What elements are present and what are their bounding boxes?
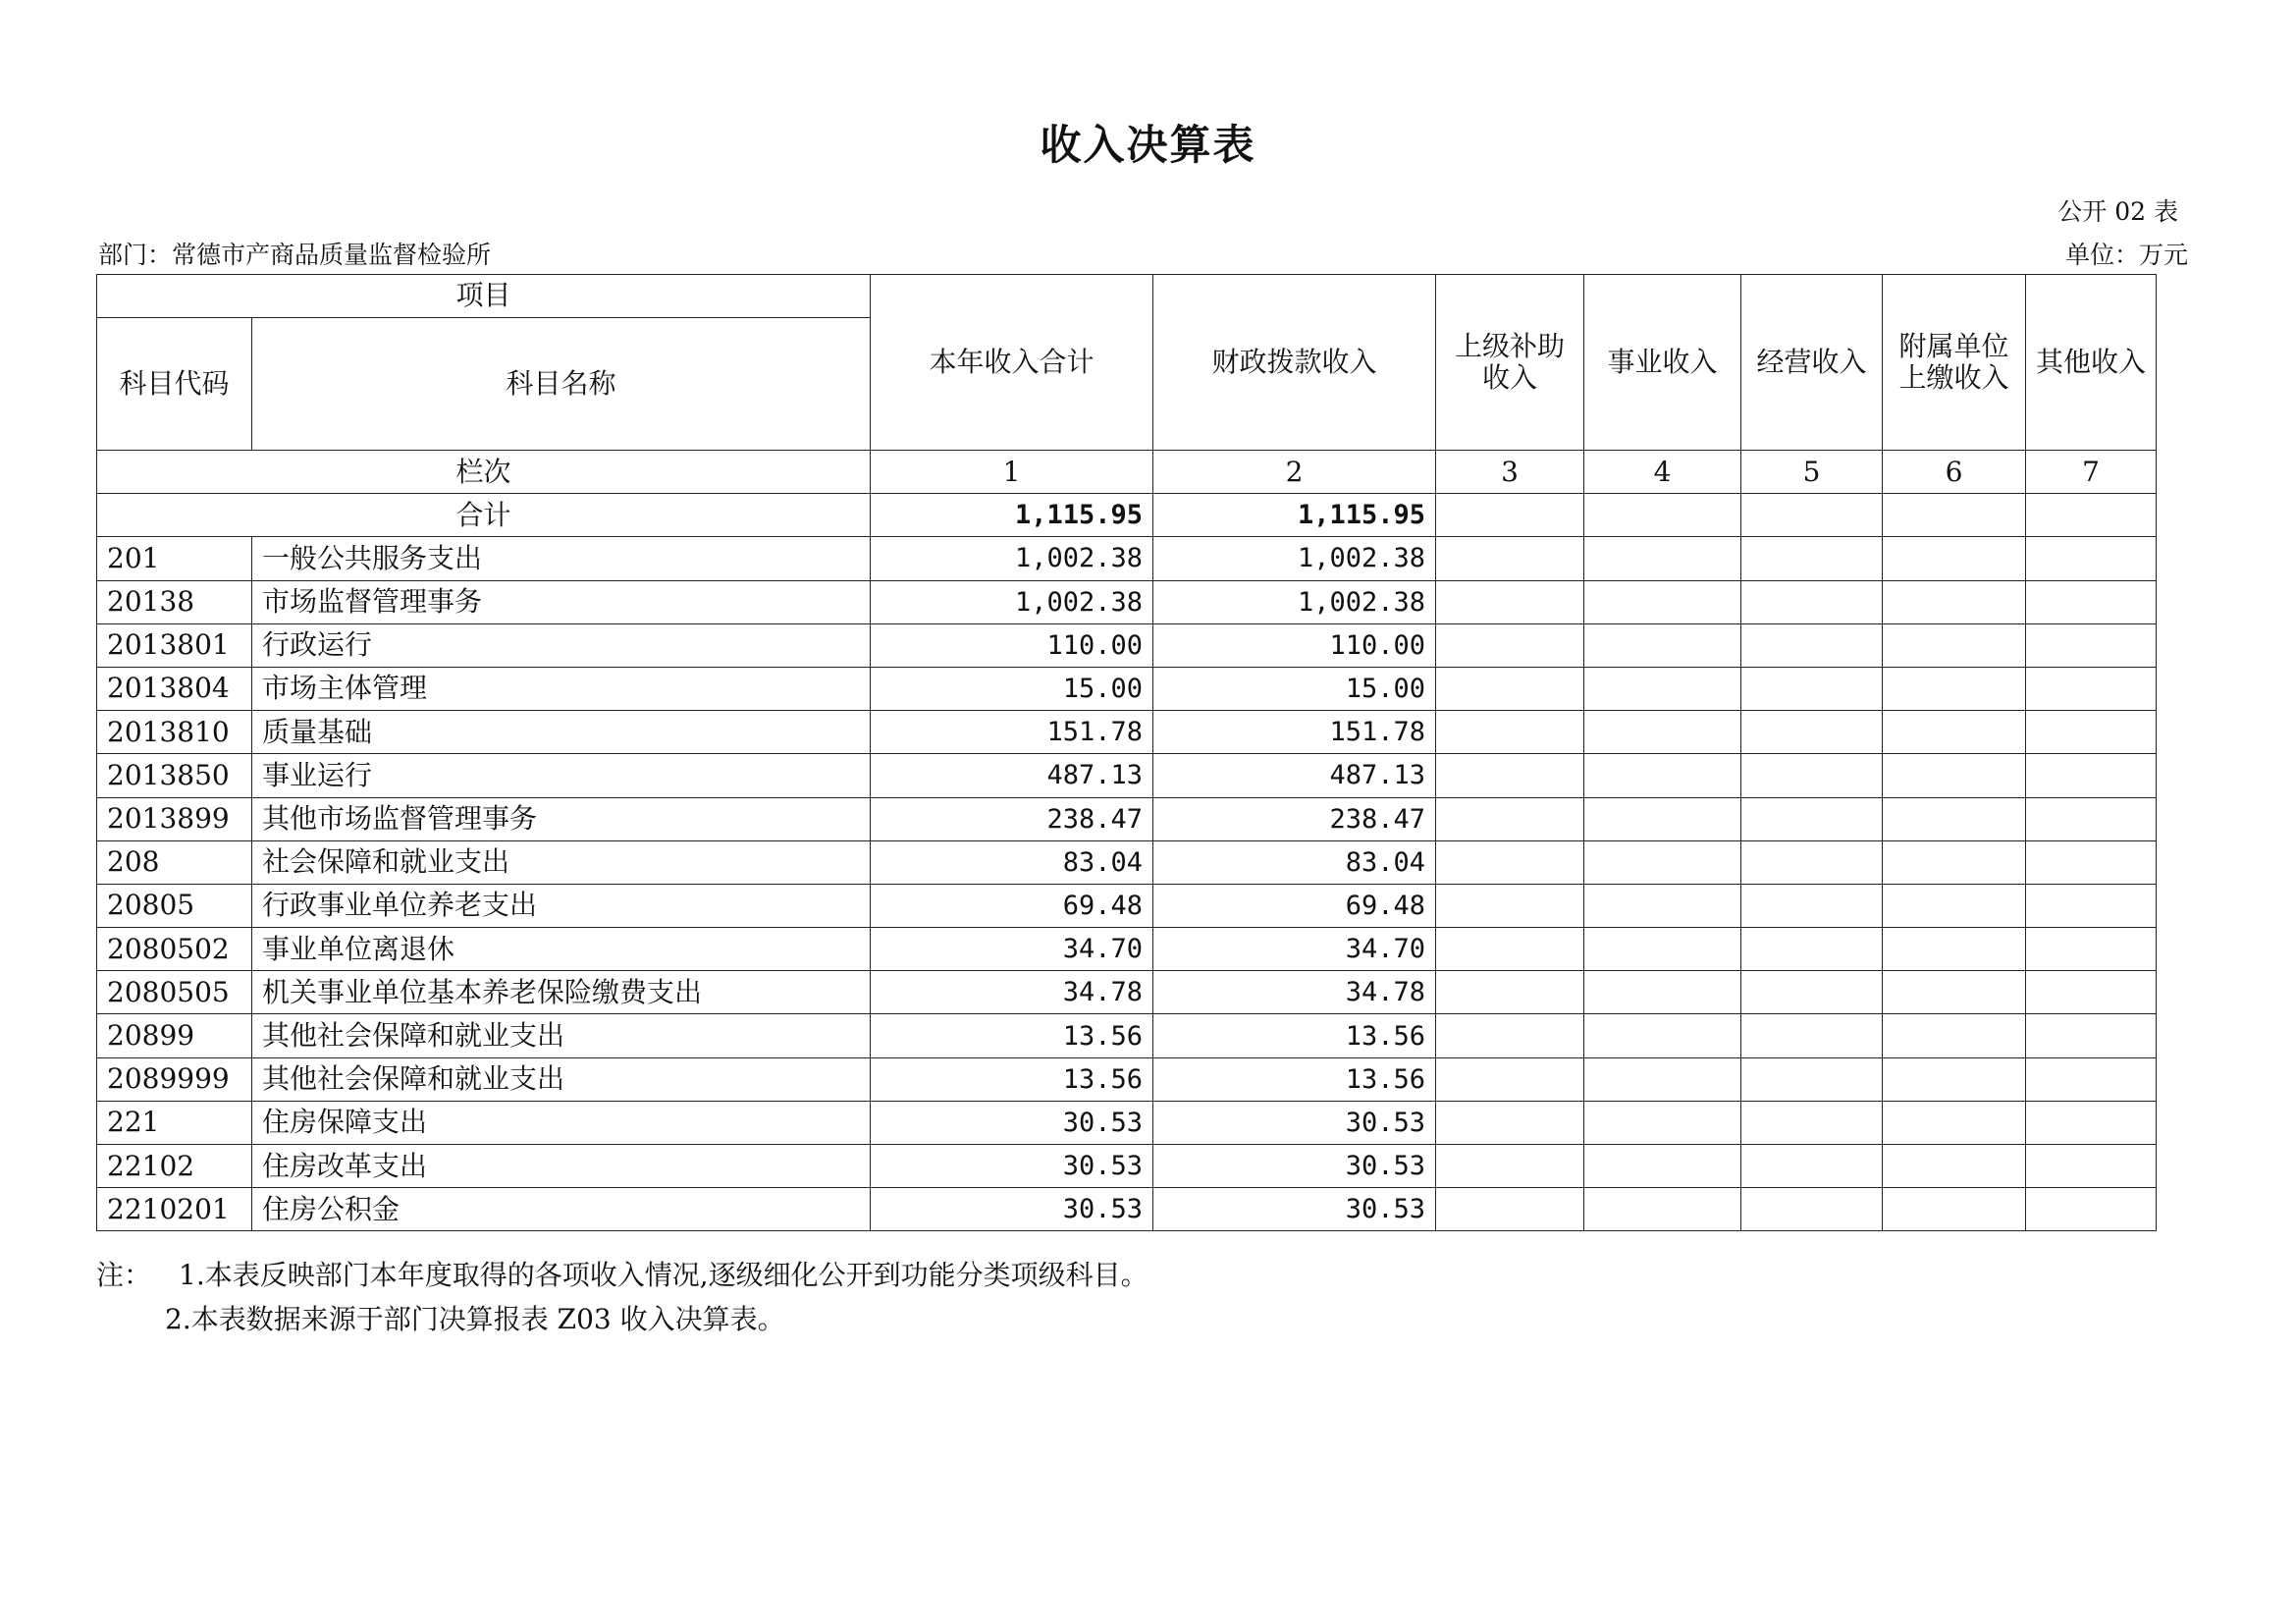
row-col-1: 1,002.38 [871, 580, 1153, 623]
row-col-6 [1883, 1057, 2026, 1101]
table-row [97, 840, 2157, 884]
row-col-1: 13.56 [871, 1014, 1153, 1057]
note-prefix: 注： [96, 1259, 152, 1291]
row-col-7 [2026, 884, 2157, 927]
row-col-5 [1741, 754, 1883, 797]
row-col-7 [2026, 667, 2157, 710]
row-name: 住房公积金 [252, 1188, 871, 1231]
row-col-5 [1741, 840, 1883, 884]
row-code: 20805 [97, 884, 252, 927]
row-name: 事业运行 [252, 754, 871, 797]
row-code: 201 [97, 537, 252, 580]
row-col-2: 34.70 [1153, 928, 1436, 971]
table-row [97, 711, 2157, 754]
table-row [97, 1057, 2157, 1101]
header-item-group: 项目 [97, 275, 871, 318]
row-col-4 [1584, 884, 1741, 927]
note-line-2 [96, 1297, 1148, 1341]
row-col-4 [1584, 797, 1741, 840]
header-col-3: 上级补助收入 [1436, 275, 1584, 451]
row-col-3 [1436, 971, 1584, 1014]
row-col-3 [1436, 667, 1584, 710]
row-col-2: 34.78 [1153, 971, 1436, 1014]
row-col-2: 30.53 [1153, 1145, 1436, 1188]
line-number-1: 1 [871, 451, 1153, 494]
department-label: 部门：常德市产商品质量监督检验所 [98, 241, 492, 269]
row-col-2: 15.00 [1153, 667, 1436, 710]
row-col-6 [1883, 797, 2026, 840]
row-col-5 [1741, 580, 1883, 623]
line-label: 栏次 [97, 451, 871, 494]
row-col-1: 1,002.38 [871, 537, 1153, 580]
row-code: 2089999 [97, 1057, 252, 1101]
row-col-7 [2026, 971, 2157, 1014]
row-col-6 [1883, 537, 2026, 580]
row-code: 20899 [97, 1014, 252, 1057]
row-code: 2080502 [97, 928, 252, 971]
row-col-1: 151.78 [871, 711, 1153, 754]
row-code: 2080505 [97, 971, 252, 1014]
total-col-2: 1,115.95 [1153, 494, 1436, 537]
row-col-2: 1,002.38 [1153, 580, 1436, 623]
table-row [97, 971, 2157, 1014]
row-col-3 [1436, 754, 1584, 797]
row-code: 2013801 [97, 623, 252, 667]
note-text-2: 2.本表数据来源于部门决算报表 Z03 收入决算表。 [165, 1303, 785, 1335]
row-code: 20138 [97, 580, 252, 623]
row-col-1: 30.53 [871, 1101, 1153, 1144]
line-number-3: 3 [1436, 451, 1584, 494]
row-col-7 [2026, 754, 2157, 797]
row-col-4 [1584, 1101, 1741, 1144]
row-col-2: 238.47 [1153, 797, 1436, 840]
row-col-7 [2026, 1188, 2157, 1231]
unit-label: 单位：万元 [2064, 241, 2188, 269]
total-col-6 [1883, 494, 2026, 537]
row-code: 2013804 [97, 667, 252, 710]
row-col-5 [1741, 1188, 1883, 1231]
row-col-1: 69.48 [871, 884, 1153, 927]
row-col-2: 151.78 [1153, 711, 1436, 754]
row-col-7 [2026, 711, 2157, 754]
row-name: 一般公共服务支出 [252, 537, 871, 580]
row-col-1: 30.53 [871, 1188, 1153, 1231]
row-col-2: 487.13 [1153, 754, 1436, 797]
row-code: 2013850 [97, 754, 252, 797]
page-title: 收入决算表 [1040, 121, 1256, 169]
form-number: 公开 02 表 [2057, 197, 2178, 226]
row-col-3 [1436, 1145, 1584, 1188]
total-label: 合计 [97, 494, 871, 537]
row-col-4 [1584, 1145, 1741, 1188]
notes [96, 1253, 1148, 1341]
row-col-4 [1584, 1188, 1741, 1231]
row-name: 行政运行 [252, 623, 871, 667]
row-name: 其他社会保障和就业支出 [252, 1057, 871, 1101]
header-col-6: 附属单位上缴收入 [1883, 275, 2026, 451]
row-col-4 [1584, 537, 1741, 580]
row-col-4 [1584, 1014, 1741, 1057]
table-row [97, 928, 2157, 971]
row-col-2: 30.53 [1153, 1188, 1436, 1231]
row-col-1: 110.00 [871, 623, 1153, 667]
row-col-1: 15.00 [871, 667, 1153, 710]
row-col-6 [1883, 840, 2026, 884]
row-col-6 [1883, 754, 2026, 797]
row-col-5 [1741, 1057, 1883, 1101]
note-text-1: 1.本表反映部门本年度取得的各项收入情况,逐级细化公开到功能分类项级科目。 [179, 1259, 1148, 1291]
row-col-6 [1883, 884, 2026, 927]
line-number-row [97, 451, 2157, 494]
line-number-4: 4 [1584, 451, 1741, 494]
row-col-7 [2026, 1145, 2157, 1188]
row-col-7 [2026, 623, 2157, 667]
table-row [97, 667, 2157, 710]
note-line-1 [96, 1253, 1148, 1297]
row-col-7 [2026, 537, 2157, 580]
row-name: 市场监督管理事务 [252, 580, 871, 623]
total-col-5 [1741, 494, 1883, 537]
row-col-3 [1436, 884, 1584, 927]
row-col-2: 13.56 [1153, 1057, 1436, 1101]
row-col-6 [1883, 580, 2026, 623]
table-row [97, 884, 2157, 927]
row-col-3 [1436, 580, 1584, 623]
row-col-3 [1436, 797, 1584, 840]
row-col-6 [1883, 1014, 2026, 1057]
table-row [97, 580, 2157, 623]
header-col-2: 财政拨款收入 [1153, 275, 1436, 451]
row-col-1: 83.04 [871, 840, 1153, 884]
header-col-1: 本年收入合计 [871, 275, 1153, 451]
row-name: 行政事业单位养老支出 [252, 884, 871, 927]
table-row [97, 797, 2157, 840]
header-code: 科目代码 [97, 318, 252, 451]
row-col-3 [1436, 1188, 1584, 1231]
row-col-4 [1584, 711, 1741, 754]
row-col-6 [1883, 1188, 2026, 1231]
header-row-top [97, 275, 2157, 318]
row-col-2: 110.00 [1153, 623, 1436, 667]
row-name: 住房保障支出 [252, 1101, 871, 1144]
row-col-3 [1436, 840, 1584, 884]
row-col-3 [1436, 1101, 1584, 1144]
row-col-3 [1436, 711, 1584, 754]
row-col-7 [2026, 928, 2157, 971]
line-number-6: 6 [1883, 451, 2026, 494]
table-row [97, 1145, 2157, 1188]
row-col-1: 238.47 [871, 797, 1153, 840]
total-col-3 [1436, 494, 1584, 537]
header-col-4: 事业收入 [1584, 275, 1741, 451]
row-code: 2210201 [97, 1188, 252, 1231]
row-col-6 [1883, 1145, 2026, 1188]
row-name: 其他市场监督管理事务 [252, 797, 871, 840]
row-col-1: 34.78 [871, 971, 1153, 1014]
total-col-1: 1,115.95 [871, 494, 1153, 537]
row-code: 208 [97, 840, 252, 884]
table-row [97, 1188, 2157, 1231]
row-col-1: 13.56 [871, 1057, 1153, 1101]
row-col-6 [1883, 1101, 2026, 1144]
table-row [97, 623, 2157, 667]
total-col-7 [2026, 494, 2157, 537]
row-col-5 [1741, 884, 1883, 927]
row-code: 2013810 [97, 711, 252, 754]
header-col-7: 其他收入 [2026, 275, 2157, 451]
row-col-3 [1436, 623, 1584, 667]
row-col-6 [1883, 928, 2026, 971]
row-col-7 [2026, 797, 2157, 840]
row-col-7 [2026, 840, 2157, 884]
row-col-1: 34.70 [871, 928, 1153, 971]
row-col-2: 69.48 [1153, 884, 1436, 927]
row-col-5 [1741, 1014, 1883, 1057]
row-col-5 [1741, 1101, 1883, 1144]
row-col-6 [1883, 711, 2026, 754]
row-col-7 [2026, 580, 2157, 623]
row-name: 住房改革支出 [252, 1145, 871, 1188]
total-col-4 [1584, 494, 1741, 537]
row-code: 22102 [97, 1145, 252, 1188]
row-col-5 [1741, 667, 1883, 710]
header-name: 科目名称 [252, 318, 871, 451]
row-name: 市场主体管理 [252, 667, 871, 710]
row-code: 221 [97, 1101, 252, 1144]
row-col-7 [2026, 1101, 2157, 1144]
row-col-4 [1584, 580, 1741, 623]
table-row [97, 754, 2157, 797]
row-col-2: 13.56 [1153, 1014, 1436, 1057]
row-col-1: 30.53 [871, 1145, 1153, 1188]
row-col-4 [1584, 667, 1741, 710]
row-col-5 [1741, 1145, 1883, 1188]
row-col-3 [1436, 928, 1584, 971]
row-col-7 [2026, 1014, 2157, 1057]
row-col-1: 487.13 [871, 754, 1153, 797]
income-table [96, 274, 2157, 1231]
row-col-3 [1436, 1057, 1584, 1101]
table-row [97, 1014, 2157, 1057]
row-name: 机关事业单位基本养老保险缴费支出 [252, 971, 871, 1014]
row-col-2: 1,002.38 [1153, 537, 1436, 580]
row-name: 其他社会保障和就业支出 [252, 1014, 871, 1057]
row-name: 社会保障和就业支出 [252, 840, 871, 884]
total-row [97, 494, 2157, 537]
row-col-4 [1584, 928, 1741, 971]
row-name: 质量基础 [252, 711, 871, 754]
line-number-5: 5 [1741, 451, 1883, 494]
table-row [97, 1101, 2157, 1144]
row-col-5 [1741, 711, 1883, 754]
row-code: 2013899 [97, 797, 252, 840]
row-col-2: 83.04 [1153, 840, 1436, 884]
row-col-5 [1741, 623, 1883, 667]
row-col-3 [1436, 537, 1584, 580]
row-col-5 [1741, 537, 1883, 580]
header-col-5: 经营收入 [1741, 275, 1883, 451]
line-number-7: 7 [2026, 451, 2157, 494]
row-col-5 [1741, 797, 1883, 840]
row-col-5 [1741, 928, 1883, 971]
row-col-7 [2026, 1057, 2157, 1101]
row-col-6 [1883, 971, 2026, 1014]
table-row [97, 537, 2157, 580]
row-col-4 [1584, 1057, 1741, 1101]
line-number-2: 2 [1153, 451, 1436, 494]
row-col-4 [1584, 754, 1741, 797]
row-name: 事业单位离退休 [252, 928, 871, 971]
row-col-6 [1883, 667, 2026, 710]
row-col-2: 30.53 [1153, 1101, 1436, 1144]
row-col-4 [1584, 971, 1741, 1014]
row-col-4 [1584, 840, 1741, 884]
row-col-3 [1436, 1014, 1584, 1057]
row-col-5 [1741, 971, 1883, 1014]
row-col-4 [1584, 623, 1741, 667]
row-col-6 [1883, 623, 2026, 667]
